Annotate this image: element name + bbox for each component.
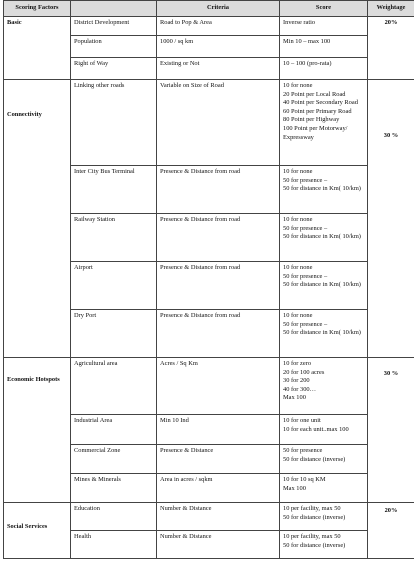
header-score: Score: [280, 1, 368, 17]
header-scoring-factors: Scoring Factors: [4, 1, 71, 17]
row-criteria: Area in acres / sqkm: [157, 474, 280, 503]
row-criteria: Number & Distance: [157, 503, 280, 531]
header-criteria: Criteria: [157, 1, 280, 17]
scoring-table: [3, 0, 414, 559]
factor-economic-hotspots: Economic Hotspots: [4, 358, 71, 503]
row-score: 10 for none 50 for presence – 50 for distance in Km( 10/km): [280, 166, 368, 214]
factor-connectivity: Connectivity: [4, 80, 71, 358]
row-name: Airport: [71, 262, 157, 310]
row-score: 10 for one unit 10 for each unit..max 100: [280, 415, 368, 445]
row-score: 10 for none 50 for presence – 50 for distance in Km( 10/km): [280, 262, 368, 310]
row-name: Mines & Minerals: [71, 474, 157, 503]
row-name: District Development: [71, 17, 157, 36]
header-row: [4, 1, 415, 17]
row-criteria: Road to Pop & Area: [157, 17, 280, 36]
table-row: [4, 358, 415, 415]
row-score: Inverse ratio: [280, 17, 368, 36]
row-score: 10 – 100 (pro-rata): [280, 58, 368, 80]
table-row: [4, 80, 415, 166]
row-score: 10 for 10 sq KM Max 100: [280, 474, 368, 503]
factor-social-services: Social Services: [4, 503, 71, 559]
row-name: Health: [71, 531, 157, 559]
row-criteria: Presence & Distance from road: [157, 310, 280, 358]
row-criteria: Variable on Size of Road: [157, 80, 280, 166]
row-name: Railway Station: [71, 214, 157, 262]
row-name: Inter City Bus Terminal: [71, 166, 157, 214]
row-criteria: Existing or Not: [157, 58, 280, 80]
row-criteria: Presence & Distance from road: [157, 166, 280, 214]
row-score: 10 for none 20 Point per Local Road 40 Point per Secondary Road 60 Point per Primary Road 80 Point per Highway 100 Point per Motorway/ Expressway: [280, 80, 368, 166]
row-name: Education: [71, 503, 157, 531]
weight-economic-hotspots: 30 %: [368, 358, 415, 503]
weight-basic: 20%: [368, 17, 415, 80]
row-score: 10 for zero 20 for 100 acres 30 for 200 40 for 300… Max 100: [280, 358, 368, 415]
row-score: 10 per facility, max 50 50 for distance (inverse): [280, 531, 368, 559]
row-criteria: Acres / Sq Km: [157, 358, 280, 415]
row-criteria: 1000 / sq km: [157, 36, 280, 58]
row-criteria: Min 10 Ind: [157, 415, 280, 445]
row-criteria: Presence & Distance: [157, 445, 280, 474]
row-criteria: Presence & Distance from road: [157, 214, 280, 262]
row-score: 10 for none 50 for presence – 50 for distance in Km( 10/km): [280, 310, 368, 358]
row-score: 50 for presence 50 for distance (inverse): [280, 445, 368, 474]
row-score: 10 for none 50 for presence – 50 for distance in Km( 10/km): [280, 214, 368, 262]
row-name: Linking other roads: [71, 80, 157, 166]
document-page: [3, 0, 414, 576]
header-blank: [71, 1, 157, 17]
row-score: 10 per facility, max 50 50 for distance (inverse): [280, 503, 368, 531]
table-row: [4, 503, 415, 531]
row-name: Industrial Area: [71, 415, 157, 445]
header-weightage: Weightage: [368, 1, 415, 17]
row-criteria: Number & Distance: [157, 531, 280, 559]
factor-basic: Basic: [4, 17, 71, 80]
row-name: Dry Port: [71, 310, 157, 358]
weight-social-services: 20%: [368, 503, 415, 559]
row-criteria: Presence & Distance from road: [157, 262, 280, 310]
table-row: [4, 17, 415, 36]
row-name: Right of Way: [71, 58, 157, 80]
row-name: Commercial Zone: [71, 445, 157, 474]
row-score: Min 10 – max 100: [280, 36, 368, 58]
row-name: Agricultural area: [71, 358, 157, 415]
row-name: Population: [71, 36, 157, 58]
weight-connectivity: 30 %: [368, 80, 415, 358]
